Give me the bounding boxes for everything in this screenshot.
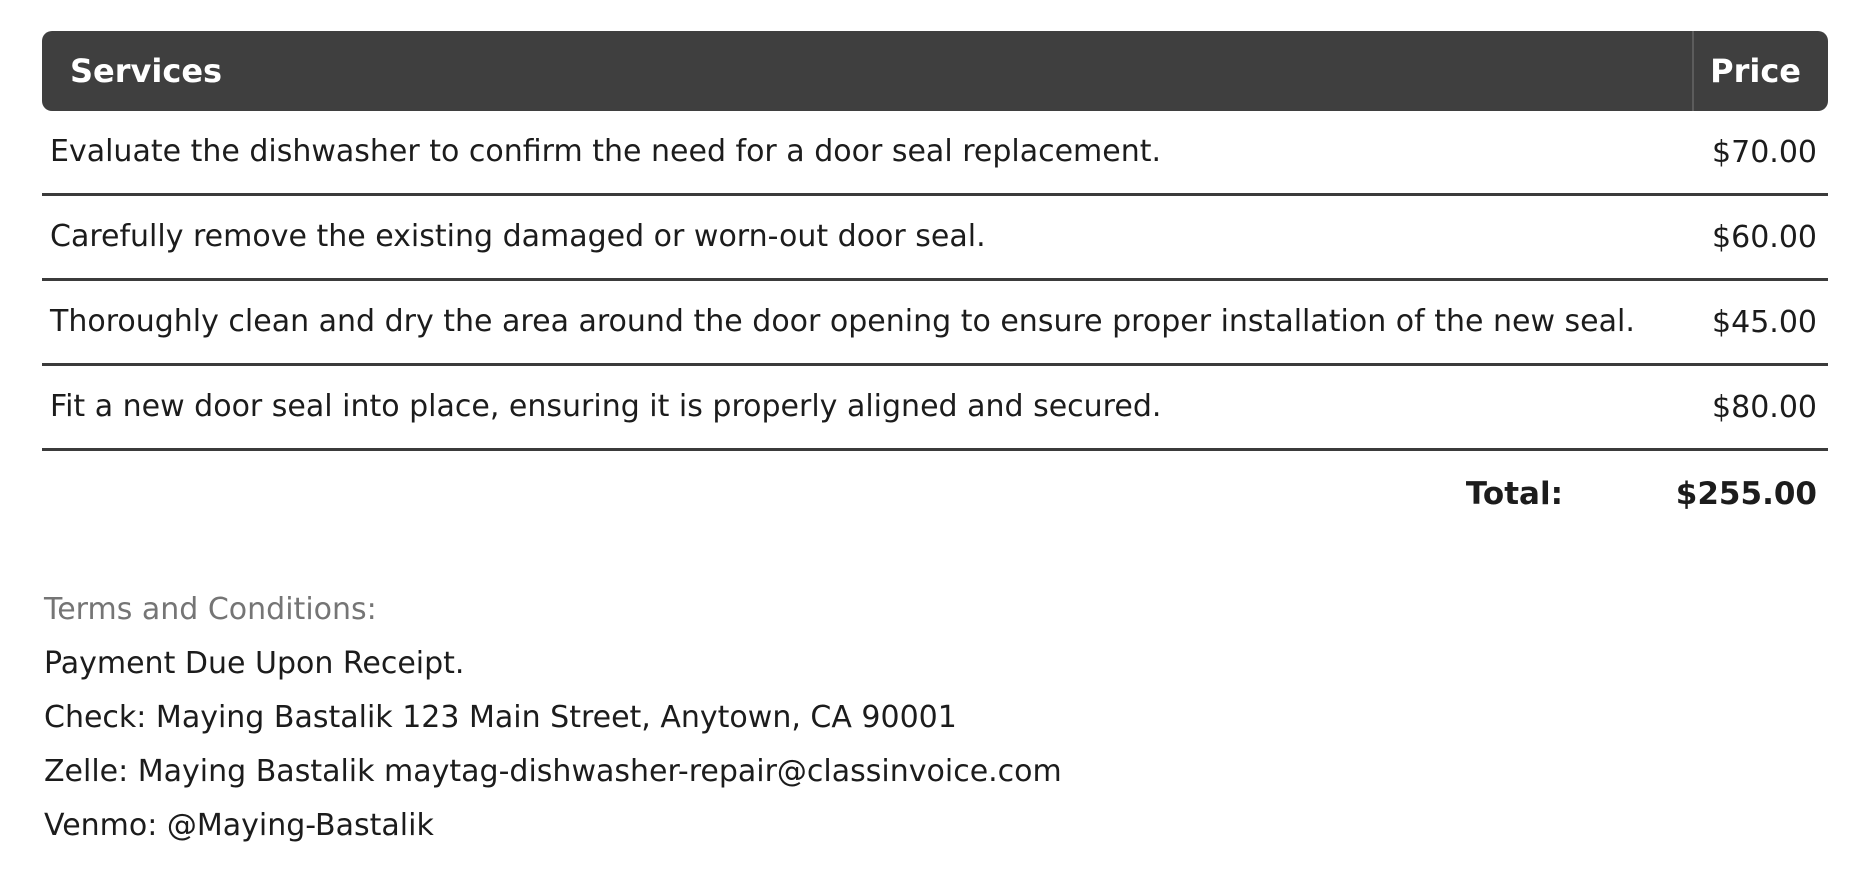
service-price: $45.00 bbox=[1712, 304, 1817, 340]
table-row bbox=[42, 281, 1828, 366]
total-amount: $255.00 bbox=[1675, 476, 1817, 512]
service-price: $80.00 bbox=[1712, 389, 1817, 425]
service-price: $60.00 bbox=[1712, 219, 1817, 255]
service-description: Thoroughly clean and dry the area around the door opening to ensure proper installation of the new seal. bbox=[50, 304, 1635, 339]
total-label: Total: bbox=[1465, 476, 1563, 512]
service-price: $70.00 bbox=[1712, 134, 1817, 170]
total-row bbox=[42, 451, 1828, 537]
terms-line-venmo: Venmo: @Maying-Bastalik bbox=[44, 808, 434, 843]
terms-heading: Terms and Conditions: bbox=[44, 592, 377, 627]
terms-and-conditions-section bbox=[42, 583, 1828, 853]
service-description: Carefully remove the existing damaged or worn-out door seal. bbox=[50, 219, 986, 254]
terms-line-payment: Payment Due Upon Receipt. bbox=[44, 646, 465, 681]
terms-line-zelle: Zelle: Maying Bastalik maytag-dishwasher-repair@classinvoice.com bbox=[44, 754, 1062, 789]
table-row bbox=[42, 196, 1828, 281]
price-column-header: Price bbox=[1692, 31, 1828, 111]
table-row bbox=[42, 111, 1828, 196]
services-table-header bbox=[42, 31, 1828, 111]
service-description: Evaluate the dishwasher to confirm the need for a door seal replacement. bbox=[50, 134, 1162, 169]
table-row bbox=[42, 366, 1828, 451]
services-column-header: Services bbox=[70, 52, 223, 90]
service-description: Fit a new door seal into place, ensuring it is properly aligned and secured. bbox=[50, 389, 1162, 424]
terms-line-check: Check: Maying Bastalik 123 Main Street, Anytown, CA 90001 bbox=[44, 700, 957, 735]
